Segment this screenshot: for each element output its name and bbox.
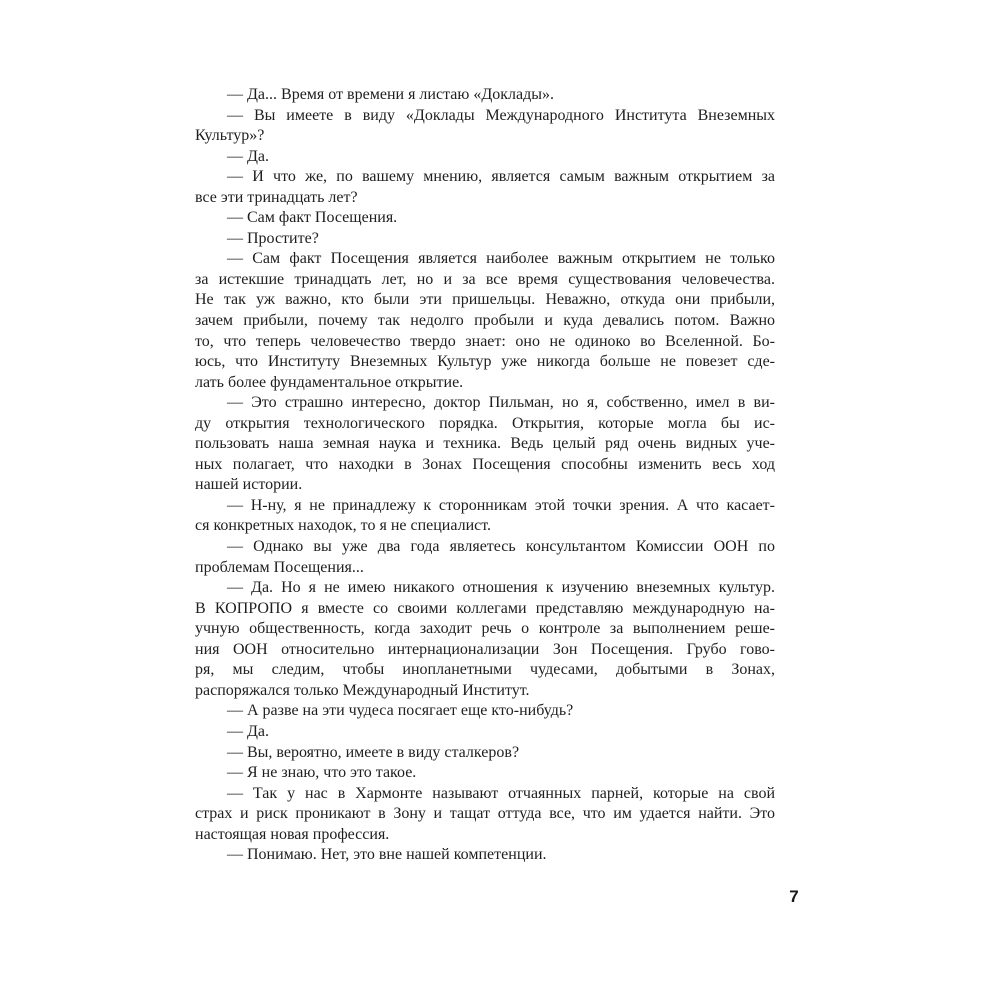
text-line: — Однако вы уже два года являетесь консультантом Комиссии ООН по	[227, 538, 775, 556]
text-line: распоряжался только Международный Институт.	[195, 681, 530, 699]
text-line: — Простите?	[227, 229, 319, 247]
text-line: — Сам факт Посещения.	[227, 209, 398, 227]
text-line: юсь, что Институту Внеземных Культур уже никогда больше не повезет сде-	[195, 353, 775, 371]
text-block	[195, 85, 775, 866]
page-number: 7	[789, 887, 799, 906]
text-line: — Да... Время от времени я листаю «Доклады».	[227, 86, 554, 103]
text-line: нашей истории.	[195, 476, 303, 494]
text-line: — Я не знаю, что это такое.	[227, 764, 417, 782]
text-line: — Понимаю. Нет, это вне нашей компетенции.	[227, 846, 547, 864]
text-line: лать более фундаментальное открытие.	[195, 373, 464, 391]
text-line: — Да. Но я не имею никакого отношения к изучению внеземных культур.	[227, 579, 775, 597]
text-line: — Н-ну, я не принадлежу к сторонникам этой точки зрения. А что касает-	[227, 496, 775, 514]
text-line: — Вы имеете в виду «Доклады Международного Института Внеземных	[227, 106, 775, 124]
text-line: проблемам Посещения...	[195, 558, 364, 576]
text-line: — Да.	[227, 147, 270, 165]
text-line: — Так у нас в Хармонте называют отчаянных парней, которые на свой	[227, 784, 775, 802]
text-line: то, что теперь человечество твердо знает: оно не одиноко во Вселенной. Бо-	[195, 332, 775, 350]
text-line: зачем прибыли, почему так недолго пробыли и куда девались потом. Важно	[195, 312, 775, 330]
text-line: — Сам факт Посещения является наиболее важным открытием не только	[227, 250, 775, 268]
text-line: ния ООН относительно интернационализации Зон Посещения. Грубо гово-	[195, 640, 775, 658]
text-line: — А разве на эти чудеса посягает еще кто-нибудь?	[227, 702, 574, 720]
text-line: за истекшие тринадцать лет, но и за все время существования человечества.	[195, 270, 775, 288]
text-line: настоящая новая профессия.	[195, 825, 390, 843]
text-line: — Да.	[227, 722, 270, 740]
text-line: — Это страшно интересно, доктор Пильман, но я, собственно, имел в ви-	[227, 394, 775, 412]
text-line: ся конкретных находок, то я не специалист.	[195, 517, 492, 535]
text-line: Не так уж важно, кто были эти пришельцы. Неважно, откуда они прибыли,	[195, 291, 775, 309]
text-line: В КОПРОПО я вместе со своими коллегами представляю международную на-	[195, 599, 775, 617]
text-line: — И что же, по вашему мнению, является самым важным открытием за	[227, 168, 775, 186]
text-line: ря, мы следим, чтобы инопланетными чудесами, добытыми в Зонах,	[195, 661, 775, 679]
text-line: пользовать наша земная наука и техника. Ведь целый ряд очень видных уче-	[195, 435, 775, 453]
text-line: Культур»?	[195, 127, 265, 145]
text-line: — Вы, вероятно, имеете в виду сталкеров?	[227, 743, 520, 761]
text-line: ду открытия технологического порядка. Открытия, которые могла бы ис-	[195, 414, 775, 432]
text-line: страх и риск проникают в Зону и тащат оттуда все, что им удается найти. Это	[195, 805, 775, 823]
text-line: учную общественность, когда заходит речь о контроле за выполнением реше-	[195, 620, 775, 638]
text-line: ных полагает, что находки в Зонах Посещения способны изменить весь ход	[195, 455, 775, 473]
text-line: все эти тринадцать лет?	[195, 188, 358, 206]
